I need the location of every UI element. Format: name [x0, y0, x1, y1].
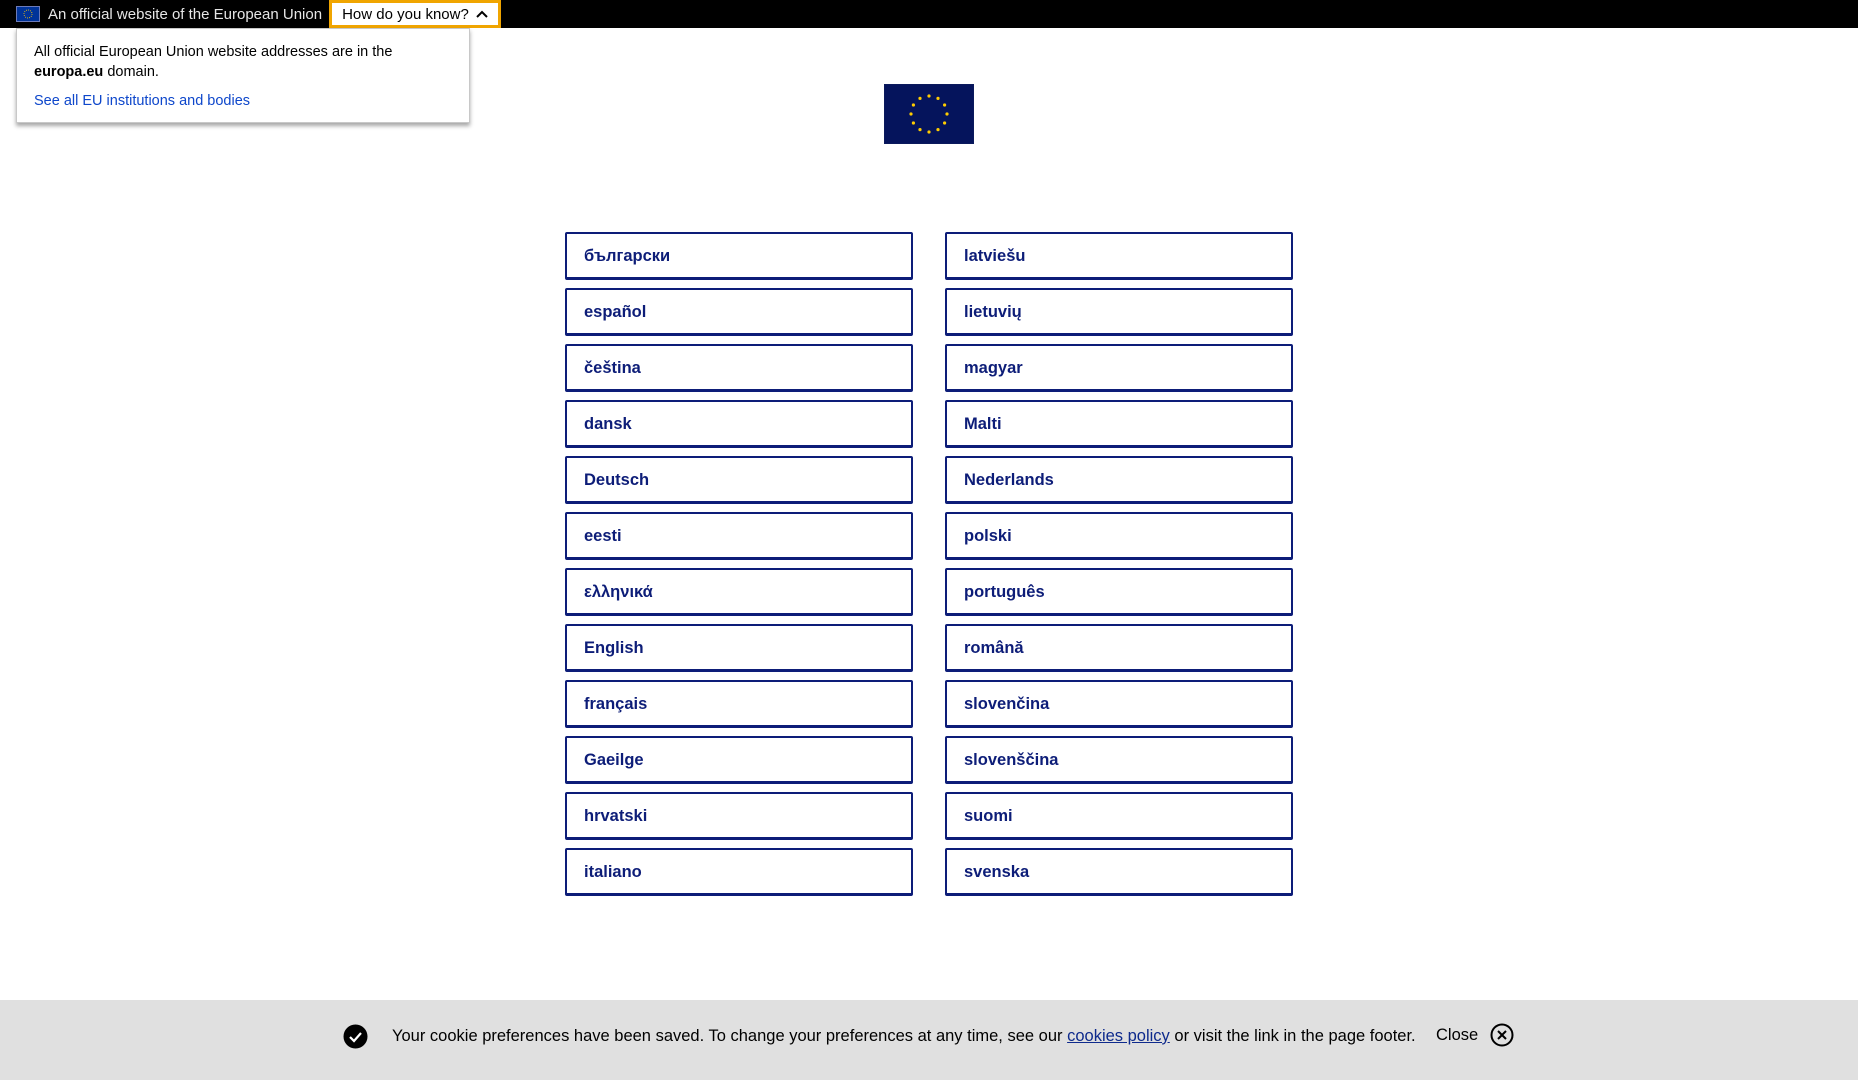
close-circle-icon	[1490, 1023, 1514, 1047]
language-es[interactable]: español	[565, 288, 913, 336]
language-mt[interactable]: Malti	[945, 400, 1293, 448]
language-sl[interactable]: slovenščina	[945, 736, 1293, 784]
language-ro[interactable]: română	[945, 624, 1293, 672]
chevron-up-icon	[476, 10, 488, 18]
language-lv[interactable]: latviešu	[945, 232, 1293, 280]
language-nl[interactable]: Nederlands	[945, 456, 1293, 504]
language-hu[interactable]: magyar	[945, 344, 1293, 392]
cookie-message	[392, 1027, 1416, 1046]
popover-text	[34, 42, 452, 82]
language-list	[565, 232, 1293, 896]
check-circle-icon	[343, 1024, 368, 1049]
language-it[interactable]: italiano	[565, 848, 913, 896]
eu-flag-icon	[16, 6, 40, 22]
language-sv[interactable]: svenska	[945, 848, 1293, 896]
cookie-banner	[0, 1000, 1858, 1080]
global-eu-bar	[0, 0, 1858, 28]
popover-text-before: All official European Union website addresses are in the	[34, 44, 393, 60]
language-et[interactable]: eesti	[565, 512, 913, 560]
cookies-policy-link[interactable]: cookies policy	[1067, 1027, 1170, 1045]
language-da[interactable]: dansk	[565, 400, 913, 448]
language-en[interactable]: English	[565, 624, 913, 672]
eu-stars-icon	[899, 89, 959, 139]
cookie-message-before: Your cookie preferences have been saved. To change your preferences at any time, see our	[392, 1027, 1068, 1045]
language-ga[interactable]: Gaeilge	[565, 736, 913, 784]
language-de[interactable]: Deutsch	[565, 456, 913, 504]
language-cs[interactable]: čeština	[565, 344, 913, 392]
language-pl[interactable]: polski	[945, 512, 1293, 560]
close-label: Close	[1436, 1025, 1479, 1044]
language-pt[interactable]: português	[945, 568, 1293, 616]
cookie-message-after: or visit the link in the page footer.	[1169, 1027, 1416, 1045]
how-do-you-know-label: How do you know?	[342, 5, 469, 23]
how-do-you-know-button[interactable]	[329, 0, 501, 28]
language-el[interactable]: ελληνικά	[565, 568, 913, 616]
official-website-text: An official website of the European Union	[48, 5, 323, 23]
close-cookie-button[interactable]	[1436, 1023, 1514, 1047]
language-lt[interactable]: lietuvių	[945, 288, 1293, 336]
popover-text-after: domain.	[103, 64, 159, 80]
eu-flag-logo	[884, 84, 974, 144]
see-all-institutions-link[interactable]: See all EU institutions and bodies	[34, 93, 251, 109]
language-bg[interactable]: български	[565, 232, 913, 280]
language-fi[interactable]: suomi	[945, 792, 1293, 840]
language-fr[interactable]: français	[565, 680, 913, 728]
popover-domain: europa.eu	[34, 64, 104, 80]
language-sk[interactable]: slovenčina	[945, 680, 1293, 728]
language-hr[interactable]: hrvatski	[565, 792, 913, 840]
how-do-you-know-popover	[16, 28, 470, 123]
